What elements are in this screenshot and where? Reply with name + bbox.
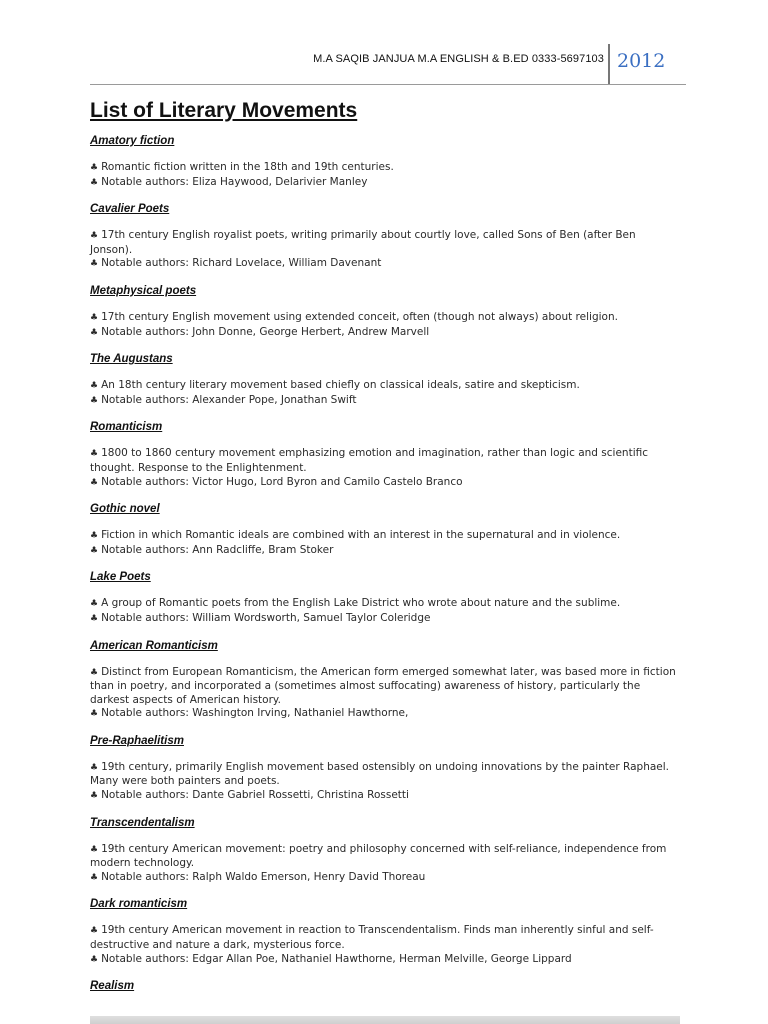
movement-bullet: [90, 529, 680, 544]
bullet-text: Notable authors: Dante Gabriel Rossetti, Christina Rossetti: [101, 789, 409, 802]
movement-bullet: [90, 843, 680, 871]
movement-section: [90, 134, 680, 202]
movement-bullet: [90, 666, 680, 708]
bullet-text: Notable authors: Ralph Waldo Emerson, Henry David Thoreau: [101, 870, 426, 883]
bullet-text: Distinct from European Romanticism, the American form emerged somewhat later, was based more in fiction than in poetry, and incorporated a (sometimes almost suffocating) awareness of history, particularly the darkest aspects of American history.: [90, 665, 676, 706]
movement-list: [90, 134, 680, 993]
movement-bullet: [90, 789, 680, 804]
club-bullet-icon: ♣: [90, 954, 99, 965]
movement-bullet: [90, 379, 680, 394]
movement-section: [90, 734, 680, 816]
club-bullet-icon: ♣: [90, 477, 99, 488]
movement-bullet: [90, 326, 680, 341]
movement-bullet: [90, 707, 680, 722]
club-bullet-icon: ♣: [90, 872, 99, 883]
bullet-text: Romantic fiction written in the 18th and 19th centuries.: [101, 161, 394, 173]
movement-bullet: [90, 871, 680, 886]
page-title: List of Literary Movements: [90, 99, 358, 122]
movement-section: [90, 284, 680, 352]
bullet-text: 17th century English movement using extended conceit, often (though not always) about religion.: [101, 310, 618, 323]
movement-title: Amatory fiction: [90, 135, 175, 147]
club-bullet-icon: ♣: [90, 545, 99, 556]
movement-bullet: [90, 447, 680, 475]
movement-title: Pre-Raphaelitism: [90, 734, 184, 747]
bullet-text: 19th century American movement: poetry and philosophy concerned with self-reliance, independence from modern technology.: [90, 842, 667, 870]
bullet-text: Notable authors: Victor Hugo, Lord Byron and Camilo Castelo Branco: [101, 475, 463, 488]
movement-bullet: [90, 924, 680, 952]
movement-title: Romanticism: [90, 421, 163, 434]
club-bullet-icon: ♣: [90, 231, 99, 242]
club-bullet-icon: ♣: [90, 395, 99, 406]
page-bottom-cutoff: [90, 1016, 680, 1024]
bullet-text: 19th century, primarily English movement based ostensibly on undoing innovations by the painter Raphael. Many were both painters and poets.: [90, 760, 670, 788]
movement-title: American Romanticism: [90, 639, 218, 652]
movement-section: [90, 570, 680, 638]
movement-bullet: [90, 544, 680, 559]
bullet-text: Fiction in which Romantic ideals are combined with an interest in the supernatural and in violence.: [101, 529, 621, 542]
page-header: [90, 44, 686, 85]
movement-bullet: [90, 597, 680, 612]
bullet-text: Notable authors: Ann Radcliffe, Bram Stoker: [101, 543, 334, 556]
club-bullet-icon: ♣: [90, 312, 99, 323]
club-bullet-icon: ♣: [90, 613, 99, 624]
club-bullet-icon: ♣: [90, 327, 99, 338]
movement-bullet: [90, 394, 680, 409]
club-bullet-icon: ♣: [90, 599, 99, 610]
movement-bullet: [90, 761, 680, 789]
bullet-text: 19th century American movement in reaction to Transcendentalism. Finds man inherently sinful and self-destructive and nature a dark, mysterious force.: [90, 924, 654, 952]
movement-section: [90, 639, 680, 734]
movement-title: Metaphysical poets: [90, 284, 197, 297]
movement-bullet: [90, 176, 680, 191]
movement-title: Lake Poets: [90, 571, 151, 584]
movement-bullet: [90, 476, 680, 491]
movement-title: Transcendentalism: [90, 816, 195, 829]
bullet-text: Notable authors: Edgar Allan Poe, Nathaniel Hawthorne, Herman Melville, George Lippard: [101, 952, 572, 965]
movement-bullet: [90, 257, 680, 272]
club-bullet-icon: ♣: [90, 259, 99, 270]
header-author-info: M.A SAQIB JANJUA M.A ENGLISH & B.ED 0333-5697103: [313, 53, 604, 65]
movement-title: The Augustans: [90, 353, 173, 366]
bullet-text: Notable authors: Washington Irving, Nathaniel Hawthorne,: [101, 707, 409, 720]
club-bullet-icon: ♣: [90, 709, 99, 720]
club-bullet-icon: ♣: [90, 762, 99, 773]
club-bullet-icon: ♣: [90, 163, 99, 173]
header-year: 2012: [617, 50, 666, 72]
movement-bullet: [90, 311, 680, 326]
club-bullet-icon: ♣: [90, 531, 99, 542]
club-bullet-icon: ♣: [90, 381, 99, 392]
movement-bullet: [90, 161, 680, 176]
bullet-text: A group of Romantic poets from the English Lake District who wrote about nature and the sublime.: [101, 597, 621, 610]
movement-bullet: [90, 612, 680, 627]
movement-section: [90, 420, 680, 502]
movement-section: [90, 352, 680, 420]
movement-section: [90, 502, 680, 570]
movement-title: Dark romanticism: [90, 898, 188, 911]
club-bullet-icon: ♣: [90, 926, 99, 937]
movement-section: [90, 202, 680, 284]
bullet-text: Notable authors: John Donne, George Herbert, Andrew Marvell: [101, 325, 430, 338]
movement-section: [90, 897, 680, 979]
movement-section: [90, 816, 680, 898]
club-bullet-icon: ♣: [90, 449, 99, 460]
header-divider: [608, 44, 610, 84]
bullet-text: Notable authors: Richard Lovelace, William Davenant: [101, 257, 382, 270]
bullet-text: Notable authors: Alexander Pope, Jonathan Swift: [101, 393, 357, 406]
bullet-text: 17th century English royalist poets, writing primarily about courtly love, called Sons of Ben (after Ben Jonson).: [90, 229, 636, 256]
bullet-text: Notable authors: Eliza Haywood, Delarivier Manley: [101, 175, 368, 188]
document-body: [90, 99, 680, 1006]
movement-section: [90, 979, 680, 993]
bullet-text: Notable authors: William Wordsworth, Samuel Taylor Coleridge: [101, 611, 431, 624]
club-bullet-icon: ♣: [90, 844, 99, 855]
club-bullet-icon: ♣: [90, 791, 99, 802]
movement-bullet: [90, 229, 680, 257]
movement-title: Realism: [90, 980, 135, 993]
bullet-text: An 18th century literary movement based chiefly on classical ideals, satire and skepticism.: [101, 379, 580, 392]
movement-title: Cavalier Poets: [90, 203, 170, 216]
movement-title: Gothic novel: [90, 503, 160, 516]
club-bullet-icon: ♣: [90, 177, 99, 188]
club-bullet-icon: ♣: [90, 667, 99, 678]
bullet-text: 1800 to 1860 century movement emphasizing emotion and imagination, rather than logic and scientific thought. Response to the Enlightenment.: [90, 447, 648, 474]
movement-bullet: [90, 953, 680, 968]
